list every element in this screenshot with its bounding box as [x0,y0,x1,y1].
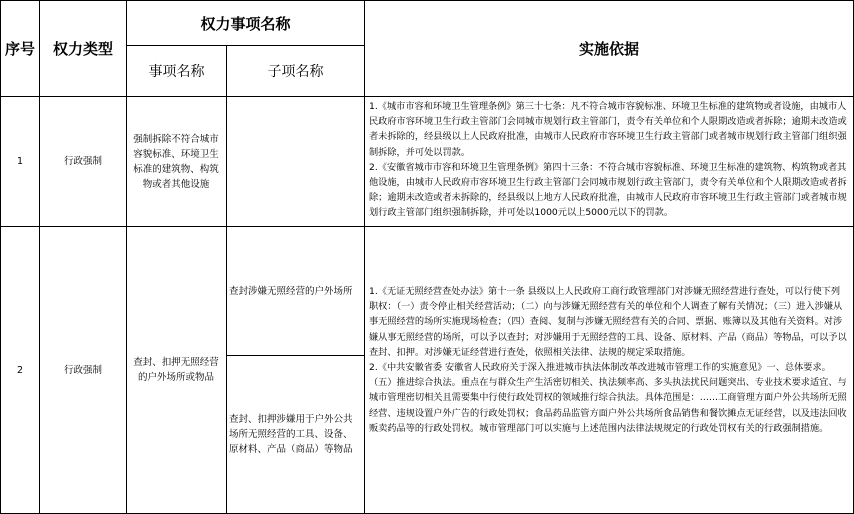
row2-basis [365,284,853,512]
row1-basis-para-2: 2.《安徽省城市市容和环境卫生管理条例》第四十三条：不符合城市容貌标准、环境卫生标准的建筑物、构筑物或者其他设施，由城市人民政府市容环境卫生行政主管部门会同城市规划行政主管部门，责令有关单位和个人限期改造或者拆除；逾期未改造或者未拆除的，经县级以上地方人民政府批准，由城市人民政府市容环境卫生行政主管部门或者城市规划行政主管部门组织强制拆除，并可处以1000元以上5000元以下的罚款。 [369,161,847,219]
header-sub-item-name: 子项名称 [267,64,324,80]
row2-seq: 2 [16,364,24,376]
header-power-type: 权力类型 [52,40,113,58]
row2-type: 行政强制 [63,364,102,376]
row1-basis [365,99,853,225]
row2-sub-item-2: 查封、扣押涉嫌用于户外公共场所无照经营的工具、设备、原材料、产品（商品）等物品 [229,414,353,455]
row1-seq: 1 [16,156,24,167]
header-basis: 实施依据 [578,40,639,58]
row1-type: 行政强制 [63,156,102,167]
row2-basis-para-1: 1.《无证无照经营查处办法》第十一条 县级以上人民政府工商行政管理部门对涉嫌无照经营进行查处，可以行使下列职权：（一）责令停止相关经营活动；（二）向与涉嫌无照经营有关的单位和个人调查了解有关情况；（三）进入涉嫌从事无照经营的场所实施现场检查；（四）查阅、复制与涉嫌无照经营有关的合同、票据、账簿以及其他有关资料。对涉嫌从事无照经营的场所，可以予以查封；对涉嫌用于无照经营的工具、设备、原材料、产品（商品）等物品，可以予以查封、扣押。对涉嫌无证经营进行查处，依照相关法律、法规的规定采取措施。 [369,286,847,358]
header-power-item-name: 权力事项名称 [200,14,291,33]
header-item-name: 事项名称 [148,64,205,80]
row1-item-name: 强制拆除不符合城市容貌标准、环境卫生标准的建筑物、构筑物或者其他设施 [133,133,219,190]
row2-basis-para-2: 2.《中共安徽省委 安徽省人民政府关于深入推进城市执法体制改革改进城市管理工作的实施意见》一、总体要求。（五）推进综合执法。重点在与群众生产生活密切相关、执法频率高、多头执法扰民问题突出、专业技术要求适宜、与城市管理密切相关且需要集中行使行政处罚权的领域推行综合执法。具体范围是：……工商管理方面户外公共场所无照经营、违规设置户外广告的行政处罚权；食品药品监管方面户外公共场所食品销售和餐饮摊点无证经营，以及违法回收贩卖药品等的行政处罚权。城市管理部门可以实施与上述范围内法律法规规定的行政处罚权有关的行政强制措施。 [369,362,847,434]
row1-basis-para-1: 1.《城市市容和环境卫生管理条例》第三十七条：凡不符合城市容貌标准、环境卫生标准的建筑物或者设施，由城市人民政府市容环境卫生行政主管部门会同城市规划行政主管部门，责令有关单位和个人限期改造或者拆除；逾期未改造或者未拆除的，经县级以上人民政府批准，由城市人民政府市容环境卫生行政主管部门或者城市规划行政主管部门组织强制拆除，并可处以罚款。 [369,101,847,158]
row2-sub-item-1: 查封涉嫌无照经营的户外场所 [229,285,353,297]
row2-item-name: 查封、扣押无照经营的户外场所或物品 [133,357,219,383]
col-divider-3 [226,45,227,514]
header-seq: 序号 [4,40,35,58]
